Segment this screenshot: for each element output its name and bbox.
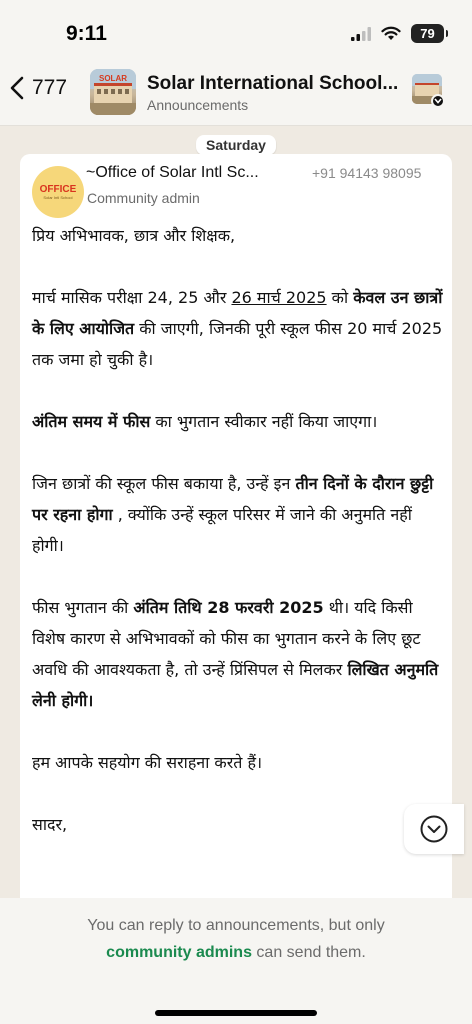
message-closing: सादर,	[32, 815, 68, 834]
chat-subtitle: Announcements	[147, 97, 249, 113]
group-avatar[interactable]	[90, 69, 136, 115]
community-admins-link[interactable]: community admins	[106, 944, 252, 961]
p3-text-a: जिन छात्रों की स्कूल फीस बकाया है, उन्हें इन	[32, 474, 296, 493]
message-paragraph-4	[32, 592, 444, 716]
message-text	[32, 220, 444, 871]
announcement-notice	[0, 912, 472, 966]
school-building-image	[90, 69, 136, 115]
message-bubble[interactable]	[20, 154, 452, 898]
scroll-to-bottom-button[interactable]	[404, 804, 464, 854]
chat-title[interactable]: Solar International School...	[147, 73, 399, 94]
p1-text-c: की जाएगी, जिनकी पूरी स्कूल फीस 20 मार्च 2025 तक जमा हो चुकी है।	[32, 319, 443, 369]
sender-name[interactable]: ~Office of Solar Intl Sc...	[86, 164, 259, 181]
chat-header	[0, 64, 472, 126]
status-time: 9:11	[66, 22, 107, 45]
home-indicator[interactable]	[155, 1010, 317, 1016]
notice-text-b: can send them.	[251, 944, 366, 961]
sender-role: Community admin	[87, 190, 200, 206]
p2-bold: अंतिम समय में फीस	[32, 412, 151, 431]
p4-bold-2: लिखित अनुमति लेनी होगी।	[32, 660, 439, 710]
chevron-down-badge-icon[interactable]	[431, 94, 445, 108]
footer	[0, 898, 472, 1024]
chat-area[interactable]	[0, 126, 472, 898]
p3-text-b: , क्योंकि उन्हें स्कूल परिसर में जाने की अनुमति नहीं होगी।	[32, 505, 412, 555]
p4-bold: अंतिम तिथि 28 फरवरी 2025	[133, 598, 324, 617]
message-paragraph-2	[32, 406, 444, 437]
message-paragraph-1	[32, 282, 444, 375]
p4-text-b: थी। यदि किसी विशेष कारण से अभिभावकों को फीस का भुगतान करने के लिए छूट अवधि की आवश्यकता है, तो उन्हें प्रिंसिपल से मिलकर	[32, 598, 421, 679]
chevron-down-circle-icon	[419, 814, 449, 844]
message-paragraph-3	[32, 468, 444, 561]
avatar-label: SOLAR	[99, 74, 127, 83]
notice-text-a: You can reply to announcements, but only	[87, 917, 385, 934]
date-chip: Saturday	[196, 135, 276, 155]
sender-avatar-sub: Solar Intl School	[43, 195, 73, 200]
sender-avatar-text: OFFICE	[39, 184, 77, 195]
chevron-left-icon	[10, 76, 24, 100]
unread-count: 777	[32, 76, 68, 99]
p4-text-a: फीस भुगतान की	[32, 598, 134, 617]
status-bar	[0, 0, 472, 64]
message-greeting: प्रिय अभिभावक, छात्र और शिक्षक,	[32, 226, 236, 245]
wifi-icon	[381, 26, 401, 41]
sender-avatar[interactable]	[32, 166, 84, 218]
p2-text: का भुगतान स्वीकार नहीं किया जाएगा।	[150, 412, 378, 431]
date-link[interactable]: 26 मार्च 2025	[231, 288, 327, 307]
p1-text-b: को	[326, 288, 354, 307]
message-paragraph-5: हम आपके सहयोग की सराहना करते हैं।	[32, 753, 263, 772]
signal-icon	[351, 27, 371, 41]
battery-level: 79	[420, 26, 435, 41]
back-button[interactable]	[10, 76, 67, 100]
status-icons	[351, 24, 444, 43]
sender-phone[interactable]: +91 94143 98095	[312, 165, 422, 181]
p1-bold: केवल उन छात्रों के लिए आयोजित	[32, 288, 443, 338]
p3-bold: तीन दिनों के दौरान छुट्टी पर रहना होगा	[32, 474, 434, 524]
battery-icon	[411, 24, 444, 43]
p1-text-a: मार्च मासिक परीक्षा 24, 25 और	[32, 288, 232, 307]
